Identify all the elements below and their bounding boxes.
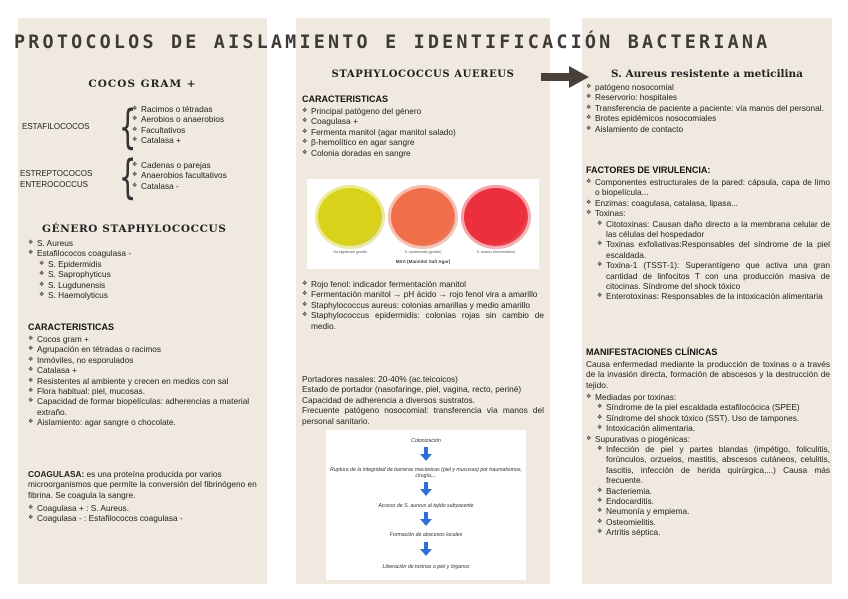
agar-plate: [461, 185, 531, 249]
agar-plates-image: [307, 179, 539, 269]
brace-icon: {: [118, 100, 137, 154]
list-item: ❖ Inmóviles, no esporulados: [28, 355, 258, 365]
list-item: ❖ Aislamiento de contacto: [586, 124, 828, 134]
list-item: ❖ Reservorio: hospitales: [586, 92, 828, 102]
flow-step: Liberación de toxinas o piel y órganos: [382, 564, 470, 570]
down-arrow-icon: [420, 512, 432, 526]
estafilococos-list: [132, 104, 267, 146]
list-item: ❖ Toxina-1 (TSST-1): Superantígeno que activa una gran cantidad de linfocitos T con una producción masiva de citocinas. Síndrome del shock tóxico: [586, 260, 830, 291]
list-item: ❖ Brotes epidémicos nosocomiales: [586, 113, 828, 123]
list-item: ❖ Aislamiento: agar sangre o chocolate.: [28, 417, 258, 427]
list-item: ❖ Agrupación en tétradas o racimos: [28, 344, 258, 354]
estreptococos-text: ESTREPTOCOCOS: [20, 169, 93, 178]
list-item: ❖ Síndrome del shock tóxico (SST). Uso de tampones.: [586, 413, 830, 423]
list-item: ❖ Transferencia de paciente a paciente: vía manos del personal.: [586, 103, 828, 113]
list-item: ❖ Principal patógeno del género: [302, 106, 542, 116]
panel-mrsa: [582, 18, 832, 584]
portadores-text: [302, 374, 544, 426]
coagulasa-lead: COAGULASA:: [28, 469, 85, 479]
brace-icon: {: [118, 150, 137, 204]
list-item: ❖ Racimos o tétradas: [132, 104, 267, 114]
right-arrow-icon: [541, 66, 589, 88]
list-item: ❖ Toxinas exfoliativas:Responsables del síndrome de la piel escaldada.: [586, 239, 830, 260]
list-item: ❖ Fermenta manitol (agar manitol salado): [302, 127, 542, 137]
list-item: ❖ Intoxicación alimentaria.: [586, 423, 830, 433]
page-title: PROTOCOLOS DE AISLAMIENTO E IDENTIFICACIÓN BACTERIANA: [14, 32, 771, 53]
caracteristicas-list: [302, 106, 542, 158]
list-item: ❖ Neumonía y empiema.: [586, 506, 830, 516]
list-item: ❖ Rojo fenol: indicador fermentación manitol: [302, 279, 544, 289]
list-item: ❖ Staphylococcus aureus: colonias amarillas y medio amarillo: [302, 300, 544, 310]
list-item: ❖ Osteomielitis.: [586, 517, 830, 527]
list-item: ❖ S. Lugdunensis: [28, 280, 258, 290]
list-item: ❖ Catalasa -: [132, 181, 267, 191]
paragraph: Portadores nasales: 20-40% (ac.teicoicos): [302, 374, 458, 384]
caracteristicas-header: CARACTERISTICAS: [28, 322, 115, 332]
list-item: ❖ Coagulasa - : Estafilococos coagulasa -: [28, 513, 258, 523]
estreptococos-list: [132, 160, 267, 191]
flow-step: Colonización: [411, 438, 441, 444]
staph-aureus-header: STAPHYLOCOCCUS AUEREUS: [331, 69, 515, 80]
genero-list: [28, 238, 258, 300]
list-item: ❖ S. Aureus: [28, 238, 258, 248]
mrsa-header: S. Aureus resistente a meticilina: [611, 68, 803, 80]
plate-label: S. epidermidis (growth): [404, 250, 442, 254]
list-item: ❖ Flora habitual: piel, mucosas.: [28, 386, 258, 396]
virulencia-header: FACTORES DE VIRULENCIA:: [586, 165, 711, 175]
list-item: ❖ Staphylococcus epidermidis: colonias rojas sin cambio de medio.: [302, 310, 544, 331]
down-arrow-icon: [420, 447, 432, 461]
coagulasa-body: es una proteína producida por varios microorganismos que permite la conversión del fibrinógeno en fibrina. Se coagula la sangre.: [28, 469, 257, 500]
estreptococos-label: [20, 168, 92, 190]
paragraph: Frecuente patógeno nosocomial: transferencia vía manos del personal sanitario.: [302, 405, 544, 426]
list-item: ❖ Catalasa +: [132, 135, 267, 145]
coagulasa-list: [28, 503, 258, 524]
plates-caption: MSA (Mannitol Salt Agar): [395, 259, 451, 264]
paragraph: Capacidad de adherencia a diversos sustratos.: [302, 394, 475, 405]
panel-cocos-gram: [18, 18, 267, 584]
list-item: ❖ Bacteriemia.: [586, 486, 830, 496]
manitol-list: [302, 279, 544, 331]
down-arrow-icon: [420, 482, 432, 496]
manifestaciones-text: Causa enfermedad mediante la producción de toxinas o a través de la invasión directa, formación de abscesos y la destrucción de tejido.: [586, 359, 830, 390]
list-item: ❖ Anaerobios facultativos: [132, 170, 267, 180]
cocos-gram-header: COCOS GRAM +: [88, 78, 197, 90]
list-item: ❖ Toxinas:: [586, 208, 830, 218]
paragraph: Estado de portador (nasofaringe, piel, vagina, recto, periné): [302, 384, 522, 395]
list-item: ❖ S. Epidermidis: [28, 259, 258, 269]
agar-plate: [315, 185, 385, 249]
enterococcus-text: ENTEROCOCCUS: [20, 180, 89, 189]
list-item: ❖ S. Haemolyticus: [28, 290, 258, 300]
list-item: ❖ Coagulasa +: [302, 116, 542, 126]
list-item: ❖ Cocos gram +: [28, 334, 258, 344]
list-item: ❖ Cadenas o parejas: [132, 160, 267, 170]
list-item: ❖ Capacidad de formar biopelículas: adherencias a material extraño.: [28, 396, 258, 417]
flow-step: Ruptura de la integridad de barreras mecánicas (piel y mucosas) por traumatismos, cirugía,...: [330, 467, 522, 479]
agar-plate: [388, 185, 458, 249]
list-item: ❖ Síndrome de la piel escaldada estafilocócica (SPEE): [586, 402, 830, 412]
list-item: ❖ Infección de piel y partes blandas (impétigo, foliculitis, forúnculos, orzuelos, mastitis, abscesos cutáneos, celulitis, fascitis, infección de herida quirúrgica,...) Causa más frecuente.: [586, 444, 830, 486]
pathogenesis-flow-image: [326, 430, 526, 580]
list-item: ❖ patógeno nosocomial: [586, 82, 828, 92]
list-item: ❖ Estafilococos coagulasa -: [28, 248, 258, 258]
mrsa-intro-list: [586, 82, 828, 134]
list-item: ❖ Colonia doradas en sangre: [302, 148, 542, 158]
list-item: ❖ Supurativas o piogénicas:: [586, 434, 830, 444]
flow-step: Acceso de S. aureus al tejido subyacente: [378, 503, 474, 509]
plate-label: S. aureus (fermentation): [476, 250, 516, 254]
list-item: ❖ Aerobios o anaerobios: [132, 114, 267, 124]
list-item: ❖ Endocarditis.: [586, 496, 830, 506]
list-item: ❖ S. Saprophyticus: [28, 269, 258, 279]
list-item: ❖ Artritis séptica.: [586, 527, 830, 537]
list-item: ❖ Mediadas por toxinas:: [586, 392, 830, 402]
list-item: ❖ Citotoxinas: Causan daño directo a la membrana celular de las células del hospedador: [586, 219, 830, 240]
virulencia-list: [586, 177, 830, 302]
genero-header: GÉNERO STAPHYLOCOCCUS: [42, 223, 227, 235]
flow-step: Formación de abscesos locales: [389, 532, 463, 538]
list-item: ❖ β-hemolítico en agar sangre: [302, 137, 542, 147]
plate-label: No significant growth: [333, 250, 367, 254]
estafilococos-label: ESTAFILOCOCOS: [22, 122, 90, 131]
list-item: ❖ Coagulasa + : S. Aureus.: [28, 503, 258, 513]
list-item: ❖ Componentes estructurales de la pared: cápsula, capa de limo o biopelícula...: [586, 177, 830, 198]
manifestaciones-list: [586, 392, 830, 538]
down-arrow-icon: [420, 542, 432, 556]
list-item: ❖ Catalasa +: [28, 365, 258, 375]
coagulasa-text: [28, 469, 258, 500]
list-item: ❖ Facultativos: [132, 125, 267, 135]
caracteristicas-header: CARACTERISTICAS: [302, 94, 389, 104]
list-item: ❖ Enzimas: coagulasa, catalasa, lipasa...: [586, 198, 830, 208]
manifestaciones-header: MANIFESTACIONES CLÍNICAS: [586, 347, 718, 357]
list-item: ❖ Fermentación manitol → pH ácido → rojo fenol vira a amarillo: [302, 289, 544, 299]
list-item: ❖ Resistentes al ambiente y crecen en medios con sal: [28, 376, 258, 386]
caracteristicas-list: [28, 334, 258, 428]
list-item: ❖ Enterotoxinas: Responsables de la intoxicación alimentaria: [586, 291, 830, 301]
